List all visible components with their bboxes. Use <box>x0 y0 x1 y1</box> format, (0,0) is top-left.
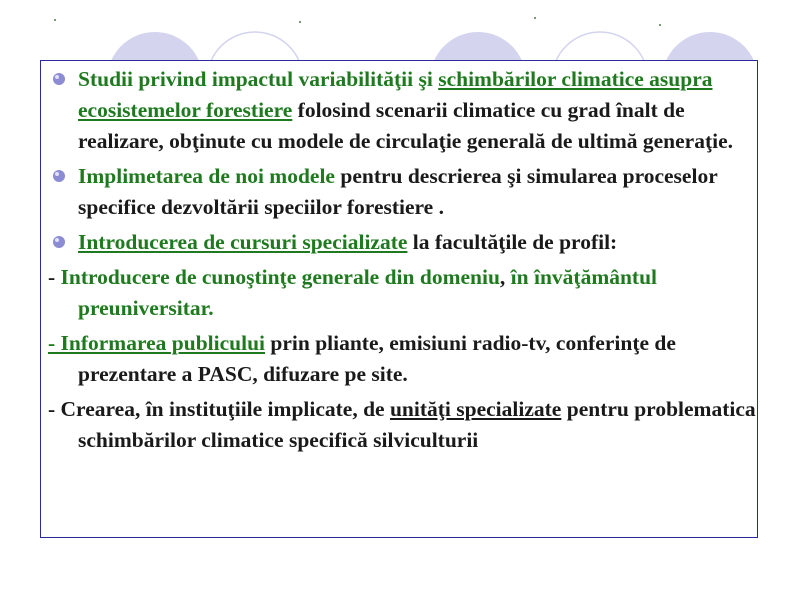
diamond-bullet-icon <box>52 235 66 249</box>
bullet-text: pentru descrierea şi simularea proceselor specifice dezvoltării speciilor forestiere . <box>78 164 718 219</box>
bullet-item <box>48 227 756 258</box>
dash-text-highlight: în învăţământul preuniversitar. <box>78 265 658 320</box>
dash-item <box>48 262 756 324</box>
bullet-text-highlight: Implimetarea de noi modele <box>78 164 335 188</box>
dash-prefix: - <box>48 265 61 289</box>
dash-text: , <box>499 265 511 289</box>
bullet-item <box>48 161 756 223</box>
dash-item <box>48 394 756 456</box>
dash-text-highlight: Introducere de cunoştinţe generale din domeniu <box>60 265 500 289</box>
bullet-text: la facultăţile de profil: <box>407 230 618 254</box>
dash-item <box>48 328 756 390</box>
dash-text: - Crearea, în instituţiile implicate, de <box>48 397 390 421</box>
bullet-text-link[interactable]: schimbărilor climatice asupra ecosistemelor forestiere <box>78 67 713 122</box>
dash-text: prin pliante, emisiuni radio-tv, conferinţe de prezentare a PASC, difuzare pe site. <box>78 331 676 386</box>
diamond-bullet-icon <box>52 169 66 183</box>
dash-text-link[interactable]: unităţi specializate <box>389 397 562 421</box>
slide-body <box>48 64 756 460</box>
bullet-text: folosind scenarii climatice cu grad înalt de realizare, obţinute cu modele de circulaţie generală de ultimă generaţie. <box>78 98 734 153</box>
bullet-text-link[interactable]: Introducerea de cursuri specializate <box>78 230 408 254</box>
diamond-bullet-icon <box>52 72 66 86</box>
bullet-text-highlight: Studii privind impactul variabilităţii şi <box>78 67 439 91</box>
bullet-item <box>48 64 756 157</box>
dash-text: pentru problematica schimbărilor climatice specifică silviculturii <box>78 397 756 452</box>
dash-text-link[interactable]: - Informarea publicului <box>48 331 266 355</box>
